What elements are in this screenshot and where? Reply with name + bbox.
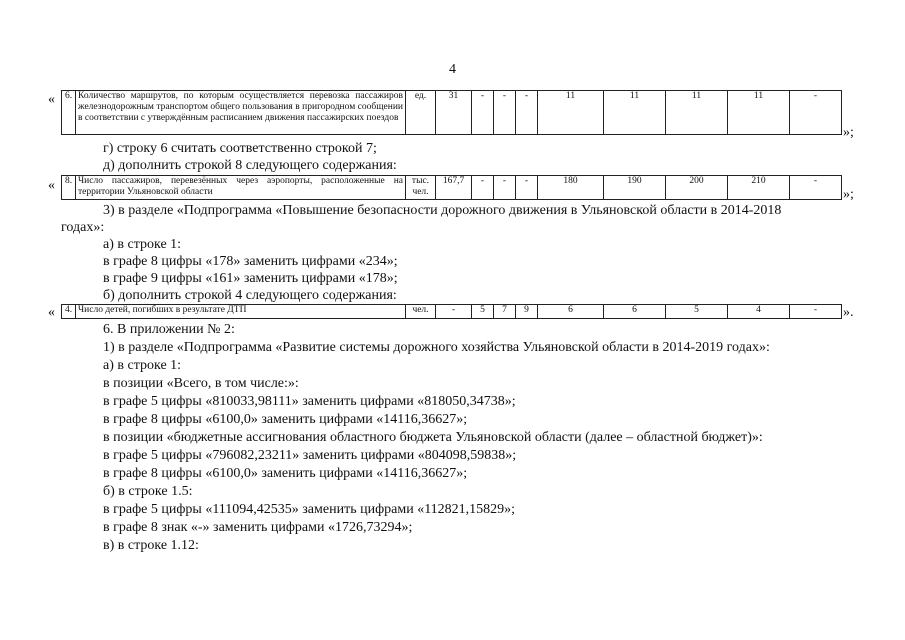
paragraph: в графе 8 цифры «178» заменить цифрами «234»; — [103, 254, 398, 269]
paragraph: 6. В приложении № 2: — [103, 322, 235, 337]
paragraph: в графе 8 цифры «6100,0» заменить цифрами «14116,36627»; — [103, 466, 468, 481]
cell: 11 — [728, 91, 790, 135]
cell: - — [494, 176, 516, 200]
cell: 9 — [516, 305, 538, 319]
cell: 11 — [666, 91, 728, 135]
row-description: Число детей, погибших в результате ДТП — [76, 305, 406, 319]
cell: - — [472, 176, 494, 200]
row-number: 6. — [62, 91, 76, 135]
cell: 6 — [604, 305, 666, 319]
cell: - — [790, 305, 842, 319]
cell: 5 — [472, 305, 494, 319]
row-number: 8. — [62, 176, 76, 200]
cell: - — [790, 91, 842, 135]
cell: 31 — [436, 91, 472, 135]
paragraph: а) в строке 1: — [103, 237, 182, 252]
paragraph: б) дополнить строкой 4 следующего содержания: — [103, 288, 397, 303]
paragraph: годах»: — [61, 220, 105, 235]
table3-open-quote: « — [48, 305, 55, 320]
cell: 200 — [666, 176, 728, 200]
paragraph: в графе 8 цифры «6100,0» заменить цифрами «14116,36627»; — [103, 412, 468, 427]
row-unit: тыс. чел. — [406, 176, 436, 200]
cell: - — [472, 91, 494, 135]
paragraph: в позиции «бюджетные ассигнования областного бюджета Ульяновской области (далее – областной бюджет)»: — [103, 430, 763, 445]
cell: 11 — [604, 91, 666, 135]
table2-row — [62, 176, 842, 200]
table2-open-quote: « — [48, 178, 55, 193]
row-unit: ед. — [406, 91, 436, 135]
cell: - — [494, 91, 516, 135]
paragraph: д) дополнить строкой 8 следующего содержания: — [103, 158, 397, 173]
cell: 7 — [494, 305, 516, 319]
paragraph: в позиции «Всего, в том числе:»: — [103, 376, 299, 391]
table3-close: ». — [843, 305, 854, 320]
cell: - — [790, 176, 842, 200]
cell: 11 — [538, 91, 604, 135]
table3 — [61, 304, 842, 319]
row-description: Число пассажиров, перевезённых через аэропорты, расположенные на территории Ульяновской области — [76, 176, 406, 200]
cell: 190 — [604, 176, 666, 200]
cell: - — [516, 176, 538, 200]
paragraph: в графе 5 цифры «810033,98111» заменить цифрами «818050,34738»; — [103, 394, 516, 409]
paragraph: в графе 9 цифры «161» заменить цифрами «178»; — [103, 271, 398, 286]
paragraph: в графе 5 цифры «796082,23211» заменить цифрами «804098,59838»; — [103, 448, 517, 463]
row-description: Количество маршрутов, по которым осуществляется перевозка пассажиров железнодорожным транспортом общего пользования в пригородном сообщении в соответствии с утверждённым расписанием движения пассажирских поездов — [76, 91, 406, 135]
table1-close: »; — [843, 125, 854, 140]
cell: - — [516, 91, 538, 135]
cell: 167,7 — [436, 176, 472, 200]
cell: - — [436, 305, 472, 319]
cell: 5 — [666, 305, 728, 319]
paragraph: в графе 5 цифры «111094,42535» заменить цифрами «112821,15829»; — [103, 502, 516, 517]
paragraph: б) в строке 1.5: — [103, 484, 193, 499]
table3-row — [62, 305, 842, 319]
table1-open-quote: « — [48, 92, 55, 107]
paragraph: г) строку 6 считать соответственно строкой 7; — [103, 141, 377, 156]
page-number: 4 — [449, 62, 456, 77]
table1 — [61, 90, 842, 135]
cell: 210 — [728, 176, 790, 200]
cell: 6 — [538, 305, 604, 319]
table2 — [61, 175, 842, 200]
row-number: 4. — [62, 305, 76, 319]
paragraph: а) в строке 1: — [103, 358, 182, 373]
paragraph: в графе 8 знак «-» заменить цифрами «1726,73294»; — [103, 520, 413, 535]
table2-close: »; — [843, 187, 854, 202]
paragraph: в) в строке 1.12: — [103, 538, 199, 553]
cell: 180 — [538, 176, 604, 200]
cell: 4 — [728, 305, 790, 319]
paragraph: 1) в разделе «Подпрограмма «Развитие системы дорожного хозяйства Ульяновской области в 2014-2019 годах»: — [103, 340, 770, 355]
row-unit: чел. — [406, 305, 436, 319]
paragraph: 3) в разделе «Подпрограмма «Повышение безопасности дорожного движения в Ульяновской области в 2014-2018 — [103, 203, 782, 218]
table1-row — [62, 91, 842, 135]
